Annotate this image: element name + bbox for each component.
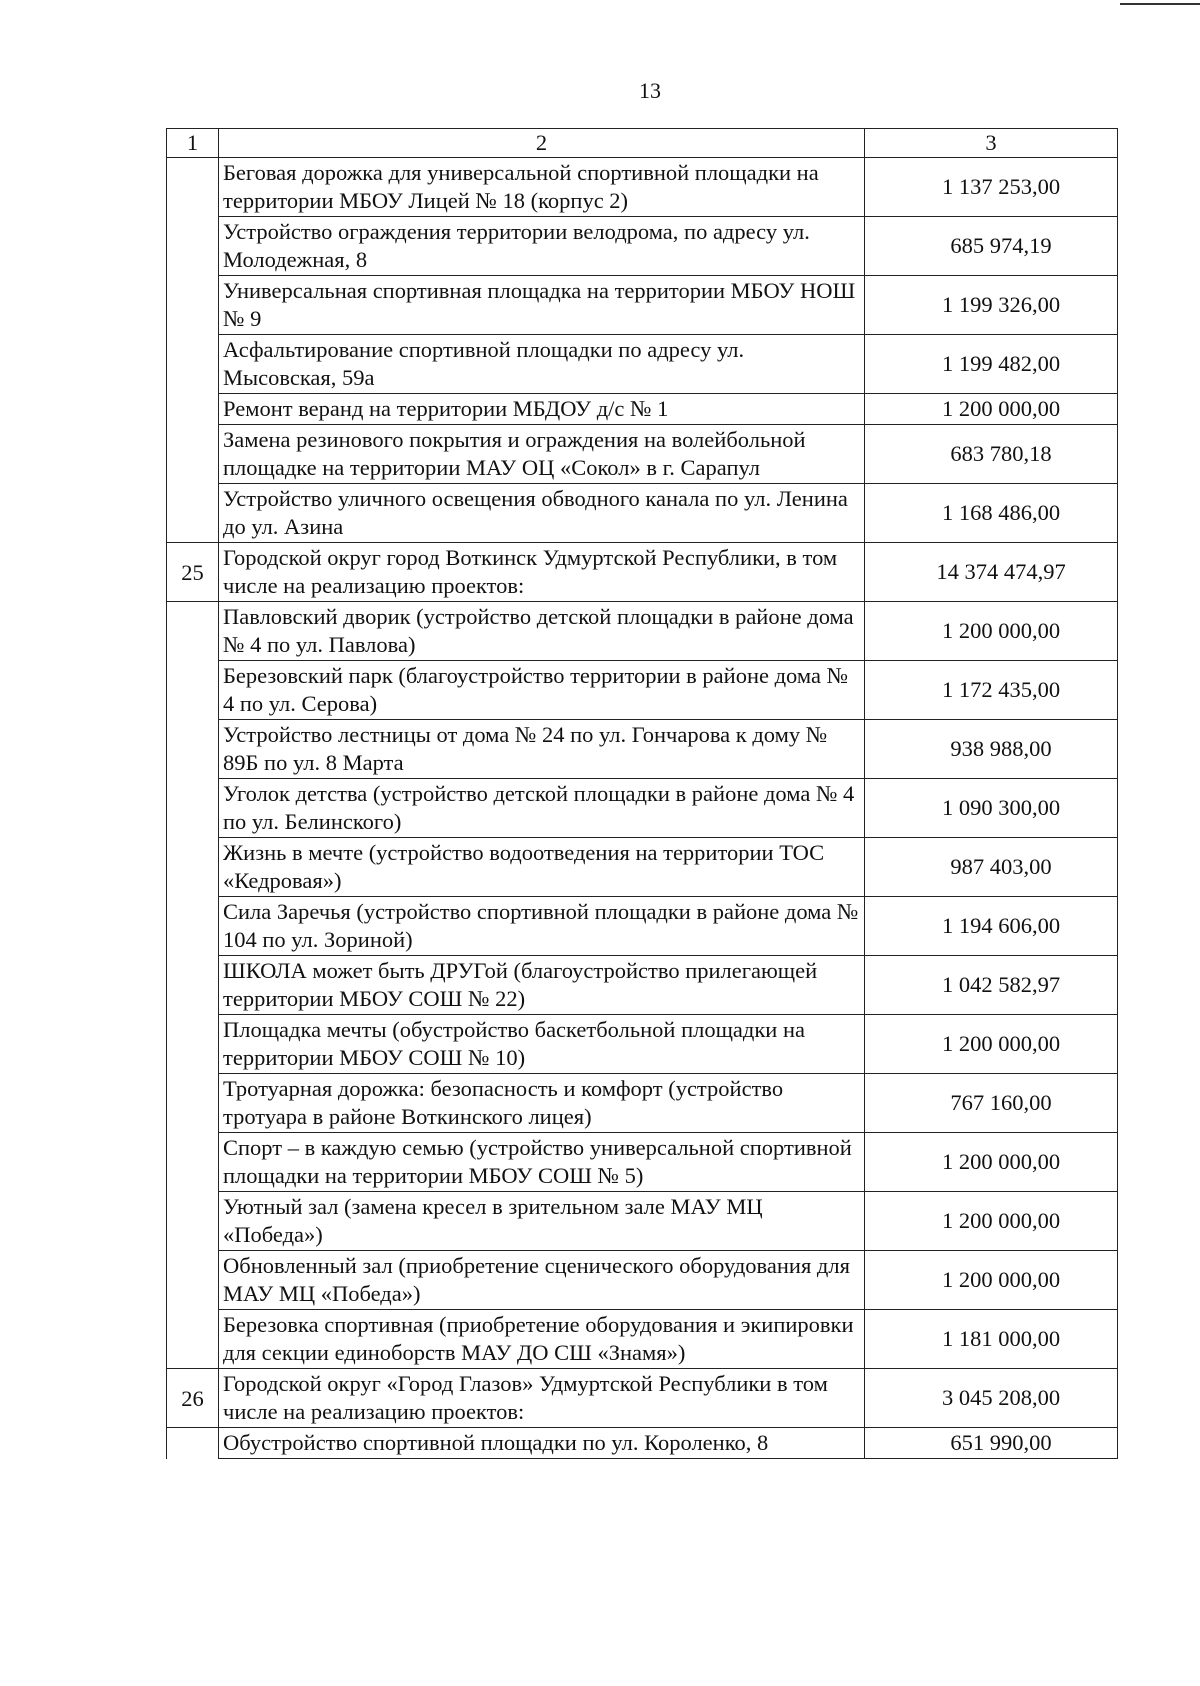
amount-cell: 683 780,18 bbox=[865, 425, 1118, 484]
table-row bbox=[167, 217, 1118, 276]
table-row bbox=[167, 1133, 1118, 1192]
project-name-cell: Уютный зал (замена кресел в зрительном зале МАУ МЦ «Победа») bbox=[219, 1192, 865, 1251]
amount-cell: 767 160,00 bbox=[865, 1074, 1118, 1133]
row-number-cell bbox=[167, 1015, 219, 1074]
amount-cell: 1 042 582,97 bbox=[865, 956, 1118, 1015]
table-row bbox=[167, 838, 1118, 897]
amount-cell: 651 990,00 bbox=[865, 1428, 1118, 1459]
amount-cell: 1 168 486,00 bbox=[865, 484, 1118, 543]
project-name-cell: Городской округ «Город Глазов» Удмуртской Республики в том числе на реализацию проектов: bbox=[219, 1369, 865, 1428]
project-name-cell: Универсальная спортивная площадка на территории МБОУ НОШ № 9 bbox=[219, 276, 865, 335]
table-row bbox=[167, 779, 1118, 838]
table-row bbox=[167, 425, 1118, 484]
budget-table bbox=[166, 128, 1118, 1459]
row-number-cell bbox=[167, 484, 219, 543]
row-number-cell bbox=[167, 838, 219, 897]
table-row bbox=[167, 1310, 1118, 1369]
table-row bbox=[167, 897, 1118, 956]
row-number-cell bbox=[167, 425, 219, 484]
project-name-cell: Устройство уличного освещения обводного канала по ул. Ленина до ул. Азина bbox=[219, 484, 865, 543]
header-col-2: 2 bbox=[219, 129, 865, 158]
amount-cell: 1 090 300,00 bbox=[865, 779, 1118, 838]
row-number-cell bbox=[167, 1310, 219, 1369]
row-number-cell bbox=[167, 720, 219, 779]
row-number-cell: 25 bbox=[167, 543, 219, 602]
project-name-cell: Березовский парк (благоустройство территории в районе дома № 4 по ул. Серова) bbox=[219, 661, 865, 720]
project-name-cell: Асфальтирование спортивной площадки по адресу ул. Мысовская, 59а bbox=[219, 335, 865, 394]
row-number-cell bbox=[167, 897, 219, 956]
header-col-1: 1 bbox=[167, 129, 219, 158]
table-row bbox=[167, 1015, 1118, 1074]
amount-cell: 1 200 000,00 bbox=[865, 394, 1118, 425]
project-name-cell: Обустройство спортивной площадки по ул. Короленко, 8 bbox=[219, 1428, 865, 1459]
project-name-cell: Беговая дорожка для универсальной спортивной площадки на территории МБОУ Лицей № 18 (корпус 2) bbox=[219, 158, 865, 217]
header-col-3: 3 bbox=[865, 129, 1118, 158]
row-number-cell bbox=[167, 1192, 219, 1251]
row-number-cell bbox=[167, 1133, 219, 1192]
amount-cell: 938 988,00 bbox=[865, 720, 1118, 779]
amount-cell: 987 403,00 bbox=[865, 838, 1118, 897]
project-name-cell: Тротуарная дорожка: безопасность и комфорт (устройство тротуара в районе Воткинского лицея) bbox=[219, 1074, 865, 1133]
table-row bbox=[167, 956, 1118, 1015]
project-name-cell: Павловский дворик (устройство детской площадки в районе дома № 4 по ул. Павлова) bbox=[219, 602, 865, 661]
table-row bbox=[167, 1251, 1118, 1310]
table-row bbox=[167, 1192, 1118, 1251]
project-name-cell: Замена резинового покрытия и ограждения на волейбольной площадке на территории МАУ ОЦ «Сокол» в г. Сарапул bbox=[219, 425, 865, 484]
project-name-cell: Жизнь в мечте (устройство водоотведения на территории ТОС «Кедровая») bbox=[219, 838, 865, 897]
amount-cell: 1 181 000,00 bbox=[865, 1310, 1118, 1369]
row-number-cell bbox=[167, 217, 219, 276]
table-row bbox=[167, 543, 1118, 602]
project-name-cell: Спорт – в каждую семью (устройство универсальной спортивной площадки на территории МБОУ СОШ № 5) bbox=[219, 1133, 865, 1192]
amount-cell: 1 200 000,00 bbox=[865, 1133, 1118, 1192]
row-number-cell bbox=[167, 158, 219, 217]
table-row bbox=[167, 394, 1118, 425]
table-row bbox=[167, 1369, 1118, 1428]
row-number-cell bbox=[167, 661, 219, 720]
table-row bbox=[167, 1428, 1118, 1459]
row-number-cell bbox=[167, 1428, 219, 1459]
table-row bbox=[167, 335, 1118, 394]
table-row bbox=[167, 602, 1118, 661]
amount-cell: 1 200 000,00 bbox=[865, 1192, 1118, 1251]
table-row bbox=[167, 276, 1118, 335]
amount-cell: 1 200 000,00 bbox=[865, 602, 1118, 661]
project-name-cell: Сила Заречья (устройство спортивной площадки в районе дома № 104 по ул. Зориной) bbox=[219, 897, 865, 956]
amount-cell: 1 199 326,00 bbox=[865, 276, 1118, 335]
amount-cell: 14 374 474,97 bbox=[865, 543, 1118, 602]
project-name-cell: Площадка мечты (обустройство баскетбольной площадки на территории МБОУ СОШ № 10) bbox=[219, 1015, 865, 1074]
table-row bbox=[167, 1074, 1118, 1133]
project-name-cell: Березовка спортивная (приобретение оборудования и экипировки для секции единоборств МАУ ДО СШ «Знамя») bbox=[219, 1310, 865, 1369]
table-body bbox=[167, 158, 1118, 1459]
project-name-cell: Устройство ограждения территории велодрома, по адресу ул. Молодежная, 8 bbox=[219, 217, 865, 276]
row-number-cell bbox=[167, 276, 219, 335]
row-number-cell: 26 bbox=[167, 1369, 219, 1428]
project-name-cell: Устройство лестницы от дома № 24 по ул. Гончарова к дому № 89Б по ул. 8 Марта bbox=[219, 720, 865, 779]
table-row bbox=[167, 484, 1118, 543]
project-name-cell: Уголок детства (устройство детской площадки в районе дома № 4 по ул. Белинского) bbox=[219, 779, 865, 838]
project-name-cell: Ремонт веранд на территории МБДОУ д/с № 1 bbox=[219, 394, 865, 425]
amount-cell: 3 045 208,00 bbox=[865, 1369, 1118, 1428]
row-number-cell bbox=[167, 394, 219, 425]
project-name-cell: Обновленный зал (приобретение сценического оборудования для МАУ МЦ «Победа») bbox=[219, 1251, 865, 1310]
amount-cell: 1 200 000,00 bbox=[865, 1015, 1118, 1074]
project-name-cell: Городской округ город Воткинск Удмуртской Республики, в том числе на реализацию проектов: bbox=[219, 543, 865, 602]
amount-cell: 685 974,19 bbox=[865, 217, 1118, 276]
amount-cell: 1 172 435,00 bbox=[865, 661, 1118, 720]
table-header-row bbox=[167, 129, 1118, 158]
table-row bbox=[167, 720, 1118, 779]
amount-cell: 1 194 606,00 bbox=[865, 897, 1118, 956]
table-row bbox=[167, 158, 1118, 217]
row-number-cell bbox=[167, 602, 219, 661]
row-number-cell bbox=[167, 779, 219, 838]
row-number-cell bbox=[167, 335, 219, 394]
row-number-cell bbox=[167, 1251, 219, 1310]
scan-edge-line bbox=[1120, 3, 1200, 5]
amount-cell: 1 137 253,00 bbox=[865, 158, 1118, 217]
amount-cell: 1 200 000,00 bbox=[865, 1251, 1118, 1310]
project-name-cell: ШКОЛА может быть ДРУГой (благоустройство прилегающей территории МБОУ СОШ № 22) bbox=[219, 956, 865, 1015]
table-row bbox=[167, 661, 1118, 720]
page-number: 13 bbox=[639, 78, 661, 103]
row-number-cell bbox=[167, 956, 219, 1015]
row-number-cell bbox=[167, 1074, 219, 1133]
amount-cell: 1 199 482,00 bbox=[865, 335, 1118, 394]
